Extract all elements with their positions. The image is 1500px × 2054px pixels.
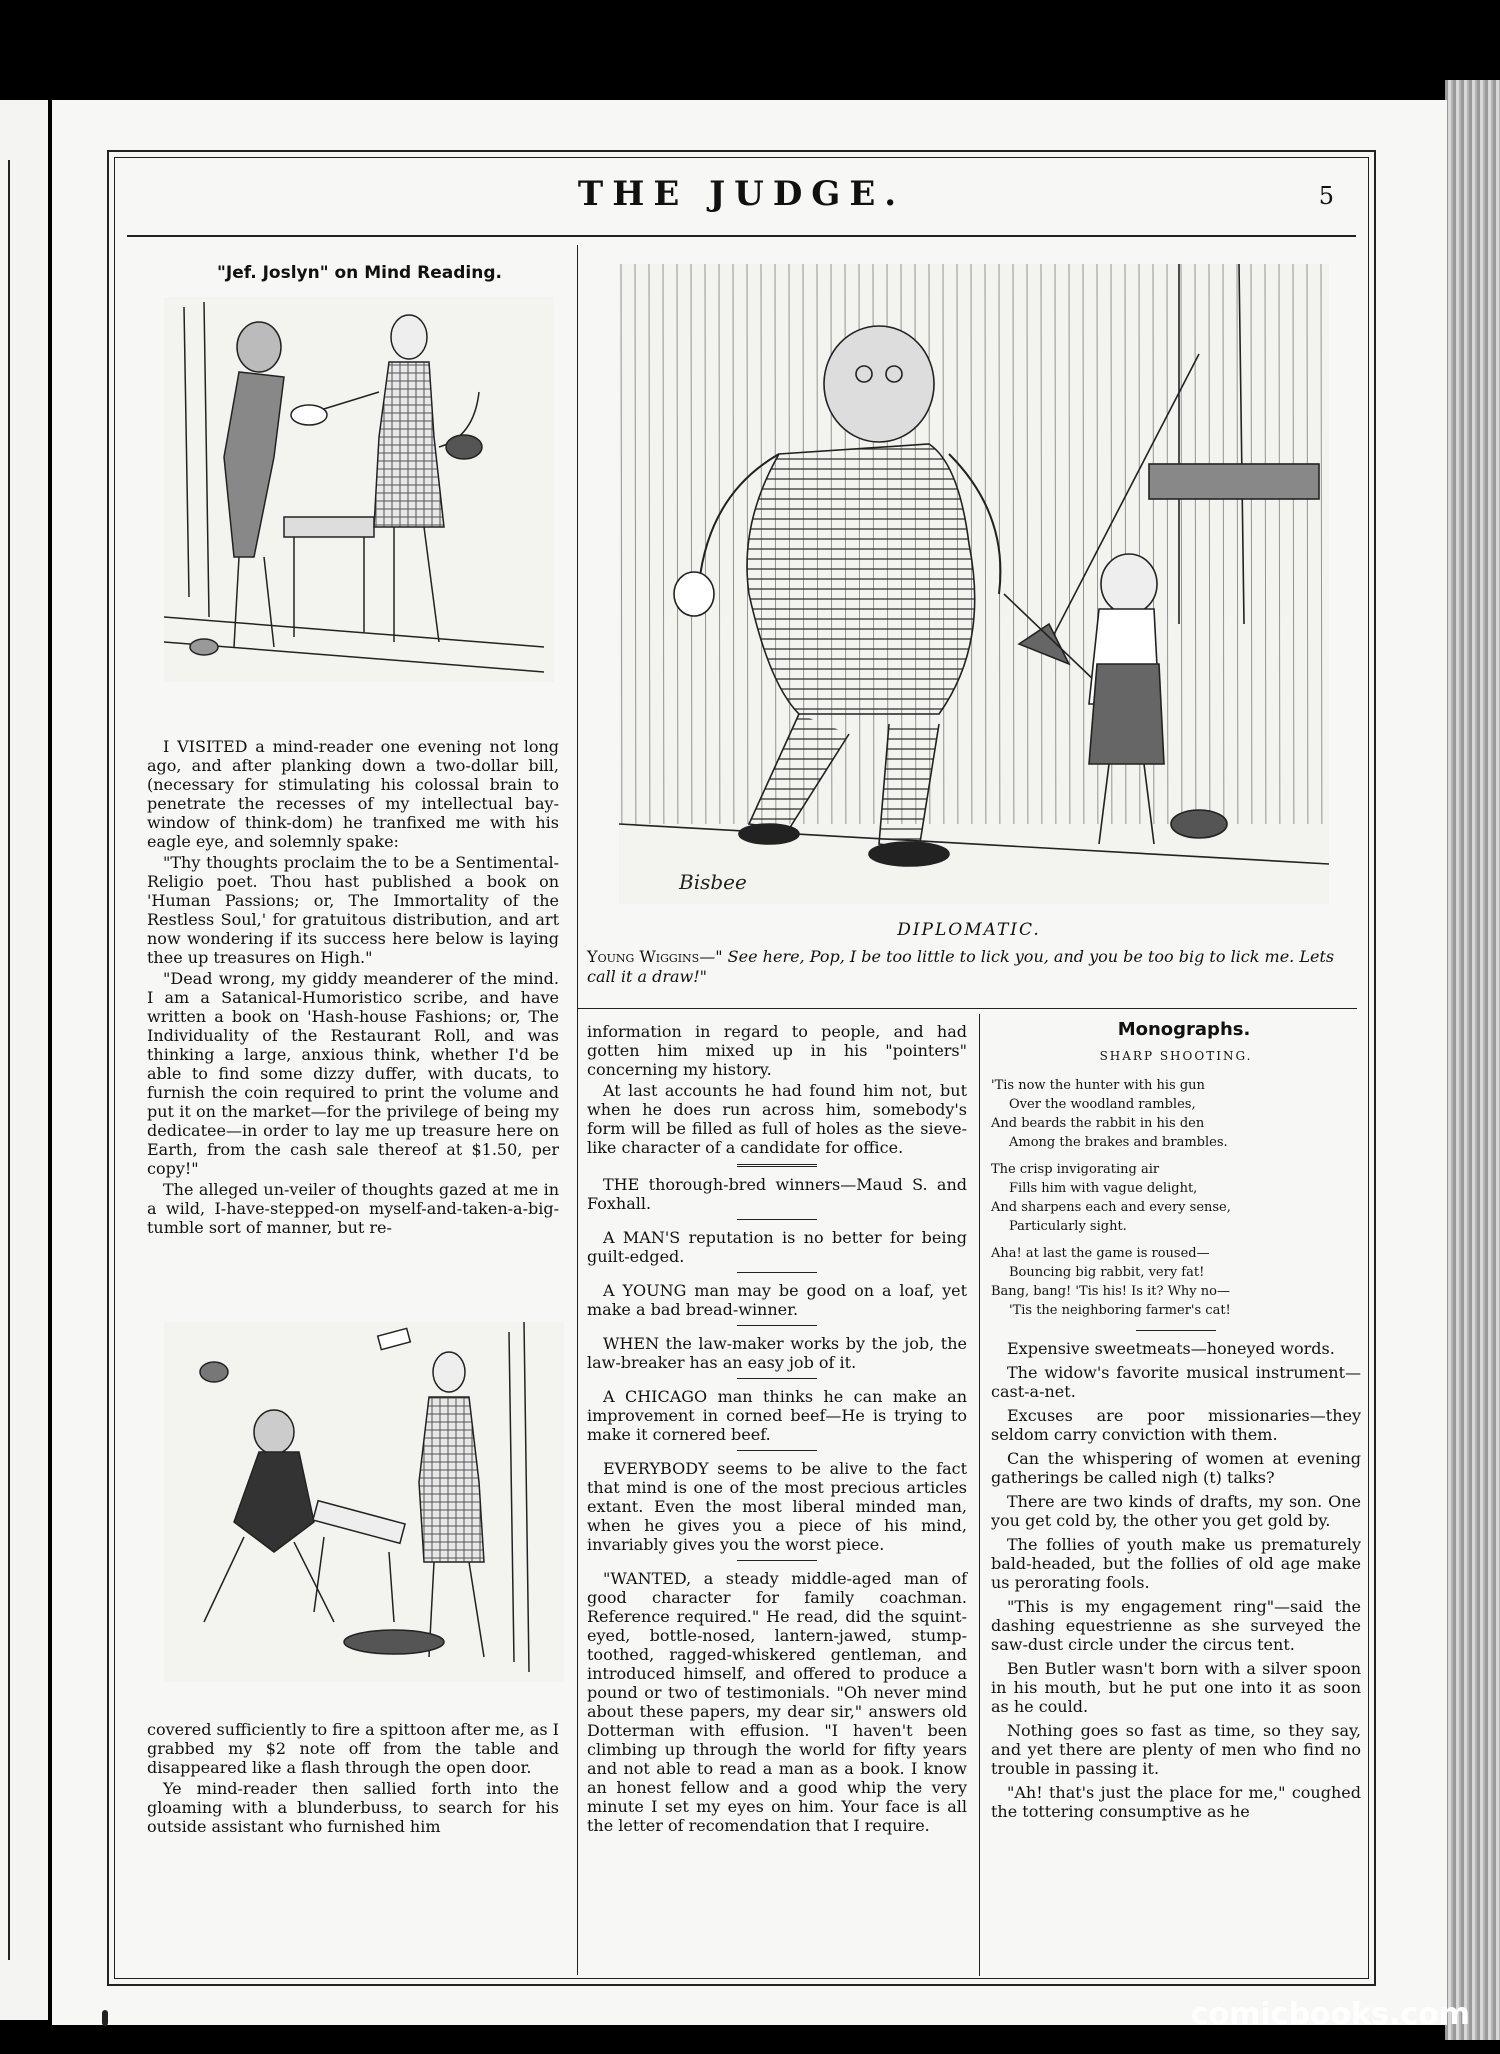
cartoon-caption [587,947,1357,987]
cartoon-bottom-rule [577,1008,1357,1009]
poem-stanza-3: Aha! at last the game is roused— Bouncing big rabbit, very fat! Bang, bang! 'Tis his! Is it? Why no— 'Tis the neighboring farmer's cat! [991,1246,1231,1318]
monographs-column [991,1020,1361,1823]
illustration-spittoon [164,1322,564,1682]
article-paragraph-1: I VISITED a mind-reader one evening not long ago, and after planking down a two-dollar bill, (necessary for stimulating his colossal brain to penetrate the recesses of my intellectual bay-window of think-dom) he tranfixed me with his eagle eye, and solemnly spake: [147,737,559,851]
mid-item-1: THE thorough-bred winners—Maud S. and Foxhall. [587,1175,967,1213]
illustration-mind-reader [164,297,554,682]
mid-continuation-2: At last accounts he had found him not, but when he does run across him, somebody's form will be filled as full of holes as the sieve-like character of a candidate for office. [587,1081,967,1157]
mid-item-3: A YOUNG man may be good on a loaf, yet make a bad bread-winner. [587,1281,967,1319]
column-divider-left [577,245,578,1975]
monographs-title: Monographs. [1117,1019,1251,1040]
article-paragraph-3: "Dead wrong, my giddy meanderer of the mind. I am a Satanical-Humoristico scribe, and have written a book on 'Hash-house Fashions; or, The Individuality of the Restaurant Roll, and was thinking a large, anxious think, whether I'd be able to find some dizzy duffer, with ducats, to furnish the coin required to print the volume and put it on the market—for the privilege of being my dedicatee—in order to lay me up treasure here on Earth, from the cash sale thereof at $1.50, per copy!" [147,969,559,1178]
article-title: "Jef. Joslyn" on Mind Reading. [217,263,502,283]
article-paragraph-4: The alleged un-veiler of thoughts gazed at me in a wild, I-have-stepped-on myself-and-taken-a-big-tumble sort of manner, but re- [147,1180,559,1237]
diplomatic-drawing [619,264,1329,904]
cartoon-signature: Bisbee [679,870,747,894]
mono-item-7: "This is my engagement ring"—said the dashing equestrienne as she surveyed the saw-dust circle under the circus tent. [991,1597,1361,1654]
watermark: comicbooks.com [1190,1997,1470,2032]
mid-item-6: EVERYBODY seems to be alive to the fact that mind is one of the most precious articles extant. Even the most liberal minded man, when he gives you a piece of his mind, invariably gives you the worst piece. [587,1459,967,1554]
mid-item-5: A CHICAGO man thinks he can make an improvement in corned beef—He is trying to make it cornered beef. [587,1387,967,1444]
mind-reader-drawing [164,297,554,682]
masthead-rule [127,235,1356,237]
quote-mark [102,2010,108,2026]
previous-page-edge [0,100,48,2020]
poem-stanza-2: The crisp invigorating air Fills him with vague delight, And sharpens each and every sense, Particularly sight. [991,1162,1231,1234]
mono-item-1: Expensive sweetmeats—honeyed words. [1007,1339,1335,1358]
mono-item-2: The widow's favorite musical instrument—cast-a-net. [991,1363,1361,1401]
mid-item-2: A MAN'S reputation is no better for being guilt-edged. [587,1228,967,1266]
masthead-title: THE JUDGE. [577,174,906,214]
article-continued [147,1720,559,1838]
poem-stanza-1: 'Tis now the hunter with his gun Over the woodland rambles, And beards the rabbit in his den Among the brakes and brambles. [991,1078,1228,1150]
magazine-page [52,100,1447,2025]
mid-continuation: information in regard to people, and had gotten him mixed up in his "pointers" concerning my history. [587,1022,967,1079]
article-title-wrap [139,264,564,285]
mono-item-3: Excuses are poor missionaries—they seldom carry conviction with them. [991,1406,1361,1444]
mono-item-6: The follies of youth make us prematurely bald-headed, but the follies of old age make us perorating fools. [991,1535,1361,1592]
mid-wanted: "WANTED, a steady middle-aged man of good character for family coachman. Reference required." He read, did the squint-eyed, bottle-nosed, lantern-jawed, stump-toothed, ragged-whiskered gentleman, and introduced himself, and offered to produce a pound or two of testimonials. "Oh never mind about these papers, my dear sir," answers old Dotterman with effusion. "I haven't been climbing up through the world for fifty years and not able to read a man as a book. I know an honest fellow and a good whip the very minute I set my eyes on him. Your face is all the letter of recomendation that I require. [587,1569,967,1835]
poem-title: SHARP SHOOTING. [1099,1049,1253,1063]
page-number: 5 [1318,182,1334,210]
column-divider-right [979,1014,980,1976]
article-continued-1: covered sufficiently to fire a spittoon after me, as I grabbed my $2 note off from the table and disappeared like a flash through the open door. [147,1720,559,1777]
mono-item-9: Nothing goes so fast as time, so they say, and yet there are plenty of men who find no trouble in passing it. [991,1721,1361,1778]
middle-column [587,1022,967,1837]
cartoon-speaker: Young Wiggins [587,947,700,966]
article-continued-2: Ye mind-reader then sallied forth into the gloaming with a blunderbuss, to search for his outside assistant who furnished him [147,1779,559,1836]
page-frame [107,150,1376,1986]
article-paragraph-2: "Thy thoughts proclaim the to be a Sentimental-Religio poet. Thou hast published a book on 'Human Passions; or, The Immortality of the Restless Soul,' for gratuitous distribution, and art now wondering if its success here below is laying thee up treasures on High." [147,853,559,967]
mid-item-4: WHEN the law-maker works by the job, the law-breaker has an easy job of it. [587,1334,967,1372]
mono-item-5: There are two kinds of drafts, my son. One you get cold by, the other you get gold by. [991,1492,1361,1530]
mono-item-8: Ben Butler wasn't born with a silver spoon in his mouth, but he put one into it as soon as he could. [991,1659,1361,1716]
cartoon-diplomatic [619,264,1329,904]
page-stack-edge [1445,80,1500,2040]
cartoon-title: DIPLOMATIC. [897,920,1041,940]
cartoon-dialogue: —" See here, Pop, I be too little to lick you, and you be too big to lick me. Lets call it a draw!" [587,947,1335,986]
mono-item-10: "Ah! that's just the place for me," coughed the tottering consumptive as he [991,1783,1361,1821]
article-body [147,737,559,1239]
mono-item-4: Can the whispering of women at evening gatherings be called nigh (t) talks? [991,1449,1361,1487]
spittoon-drawing [164,1322,564,1682]
